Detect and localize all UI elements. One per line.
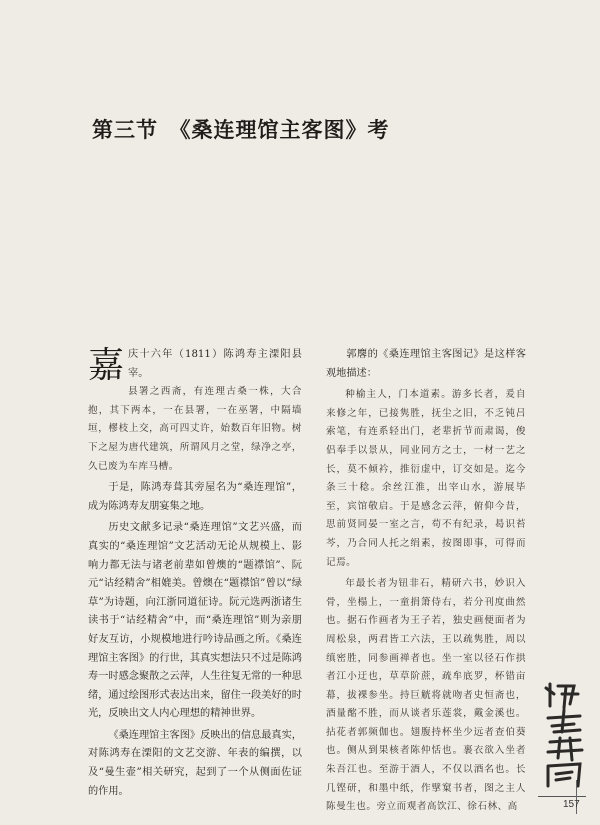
quote-block-host: 种榆主人，门本道素。游多长者，爰自来修之年，已接隽胜，抚尘之旧，不乏钝吕索笔，有连系轻出门，老辈折节而肃谒，俊侣奉手以景从，同业同方之士，一材一艺之长，莫不倾衿，推衍虚中，订交如是。迄今条三十稔。余丝江淮，出宰山水，游展毕至，宾馆敬启。于是感念云萍，俯仰今昔，思前贤同晏一室之言，苟不有纪录，曷识苔芩，乃合同人托之绢素，按图即事，可得而记焉。 (326, 389, 526, 568)
section-title: 第三节 《桑连理馆主客图》考 (92, 118, 390, 142)
drop-cap: 嘉 (88, 345, 125, 386)
page-number-rule (538, 796, 586, 797)
paragraph-guo-lin: 郭麐的《桑连理馆主客图记》是这样客观地描述： (326, 349, 526, 379)
calligraphy-mark (540, 680, 592, 792)
paragraph-conclusion: 《桑连理馆主客图》反映出的信息最真实，对陈鸿寿在溧阳的文艺交游、年表的编撰，以及“曼生壶”相关研究，起到了一个从侧面佐证的作用。 (88, 729, 302, 797)
quote-block-guests: 年最长者为钮非石，精研六书，妙识入骨，坐榻上，一童捐箫侍右，若分刊度曲然也。据石作画者为王子若，独史画便面者为周松泉，两君皆工六法，王以疏隽胜，周以缜密胜，同参画禅者也。坐一室以径石作拱者江小迂也，草草阶蔗，疏牟底罗，杯错亩幕，拔裸参坐。持巨觥将就吻者史恒斋也，酒量酩不胜，而从谈者乐莲裳，戴金溪也。拈花者郭频伽也。翅腹持杯坐少远者查伯葵也。侧从到果核者陈仲恬也。裹衣欲入坐者朱吾江也。至游于酒人，不仅以酒名也。长几铿研，和墨中纸，作擘窠书者，图之主人陈曼生也。旁立而观者高饮江、徐石林、高 (326, 578, 526, 813)
left-column (88, 346, 302, 801)
page-number: 157 (563, 799, 580, 810)
seal-calligraphy-icon (540, 680, 592, 792)
paragraph-naming: 于是，陈鸿寿葺其旁屋名为“桑连理馆”，成为陈鸿寿友朋宴集之地。 (88, 482, 302, 512)
paragraph-history: 历史文献多记录“桑连理馆”文艺兴盛，而真实的“桑连理馆”文艺活动无论从规模上、影响力都无法与诸老前辈如曾燠的“题襟馆”、阮元“诂经精舍”相媲美。曾燠在“题襟馆”曾以“绿草”为诗题，向江浙同道征诗。阮元选两浙诸生读书于“诂经精舍”中，而“桑连理馆”则为亲朋好友互访，小规模地进行吟诗品画之所。《桑连理馆主客图》的行世，其真实想法只不过是陈鸿寿一时感念聚散之云萍，人生往复无常的一种思绪，通过绘图形式表达出来，留住一段美好的时光，反映出文人内心理想的精神世界。 (88, 522, 302, 720)
right-column (326, 346, 526, 817)
quote-block-county-office: 县署之西斋，有连理古桑一株，大合抱，其下两本，一在县署，一在巫署，中隔墙垣，樛枝上交，高可四丈许，始数百年旧物。树下之屋为唐代建筑，所谓风月之堂，绿净之亭，久已废为车库马槽。 (88, 386, 302, 472)
paragraph-intro (88, 345, 302, 386)
intro-text: 庆十六年（1811）陈鸿寿主溧阳县宰。 (128, 349, 302, 379)
